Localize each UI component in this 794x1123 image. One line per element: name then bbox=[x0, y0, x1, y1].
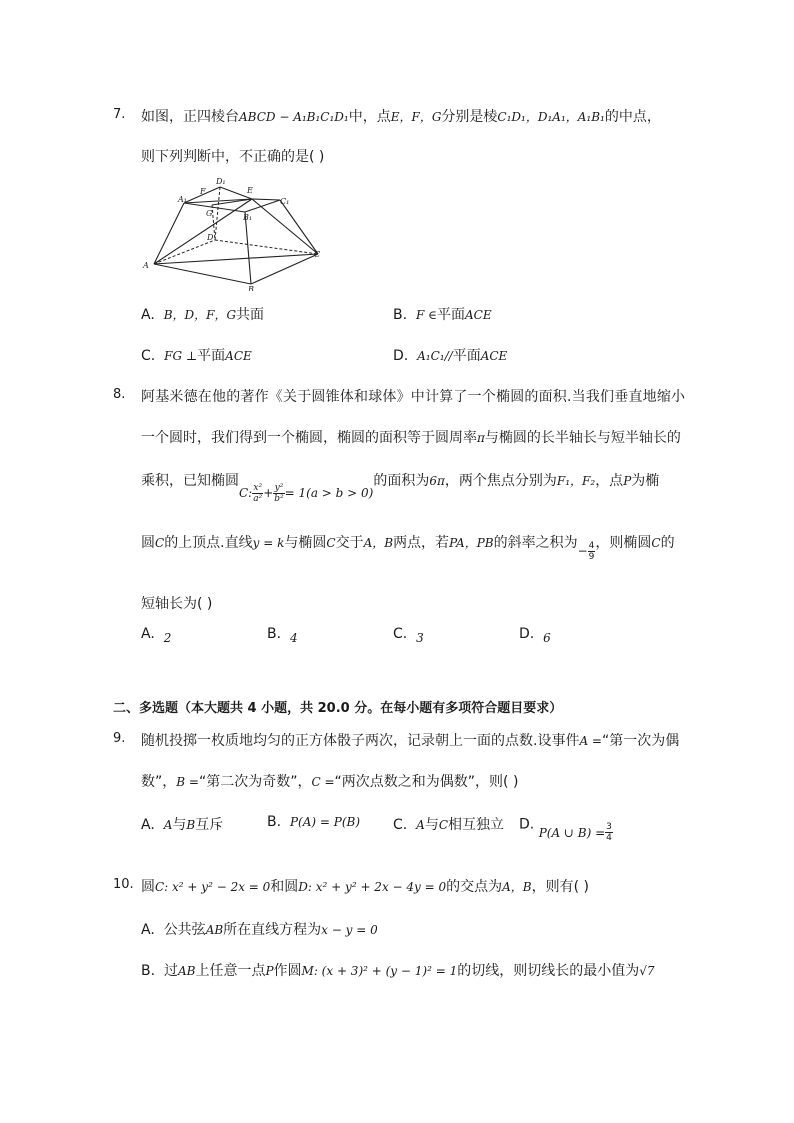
q10-option-a[interactable]: A. 公共弦AB所在直线方程为x − y = 0 bbox=[141, 922, 378, 938]
fraction-3-4: $\frac{3}{4}$ bbox=[606, 822, 612, 843]
q10-option-b[interactable]: B. 过AB上任意一点P作圆M: (x + 3)² + (y − 1)² = 1的切线，则切线长的最小值为√7 bbox=[141, 963, 655, 979]
q9-option-d[interactable]: D. P(A ∪ B) = $\frac{3}{4}$ bbox=[519, 816, 612, 843]
label-A1: A₁ bbox=[178, 195, 187, 204]
q8-stem-line3: 乘积，已知椭圆C: $\frac{\text{x²}}{\text{a²}}$ + $\frac{\text{y²}}{\text{b²}}$ = 1(a > b > 0)的面积为6π，两个焦点分别为F₁，F₂，点P为椭 bbox=[141, 473, 660, 504]
q9-option-b[interactable]: B. P(A) = P(B) bbox=[267, 814, 361, 830]
fraction-4-9: $\frac{4}{9}$ bbox=[588, 540, 595, 562]
fraction-y2-b2: $\frac{\text{y²}}{\text{b²}}$ bbox=[274, 482, 284, 504]
label-G: G bbox=[206, 209, 213, 218]
q8-number: 8. bbox=[113, 387, 126, 402]
label-B: B bbox=[248, 285, 254, 291]
q8-stem-line5: 短轴长为( ) bbox=[141, 596, 213, 612]
label-A: A bbox=[143, 261, 149, 270]
q8-option-a[interactable]: A. 2 bbox=[141, 626, 172, 645]
label-C1: C₁ bbox=[280, 197, 290, 206]
q7-stem-line1: 如图，正四棱台ABCD − A₁B₁C₁D₁中，点E，F，G分别是棱C₁D₁，D₁A₁，A₁B₁的中点， bbox=[141, 109, 661, 125]
q9-stem-line1: 随机投掷一枚质地均匀的正方体骰子两次，记录朝上一面的点数.设事件A =“第一次为偶 bbox=[141, 733, 680, 749]
q10-stem-line1: 圆C: x² + y² − 2x = 0和圆D: x² + y² + 2x − 4y = 0的交点为A，B，则有( ) bbox=[141, 879, 590, 895]
q8-option-d[interactable]: D. 6 bbox=[519, 626, 551, 645]
label-B1: B₁ bbox=[243, 213, 253, 222]
section-heading: 二、多选题（本大题共 4 小题，共 20.0 分。在每小题有多项符合题目要求） bbox=[113, 701, 563, 716]
q7-option-c[interactable]: C. FG ⊥平面ACE bbox=[141, 348, 252, 364]
label-C: C bbox=[314, 250, 321, 259]
label-D1: D₁ bbox=[216, 177, 226, 186]
q8-stem-line4: 圆C的上顶点.直线y = k与椭圆C交于A，B两点，若PA，PB的斜率之积为− $\frac{4}{9}$ ，则椭圆C的 bbox=[141, 535, 675, 562]
fraction-x2-a2: $\frac{\text{x²}}{\text{a²}}$ bbox=[253, 482, 263, 504]
q8-option-c[interactable]: C. 3 bbox=[393, 626, 424, 645]
frustum-figure bbox=[140, 176, 330, 291]
q7-option-a[interactable]: A. B，D，F，G共面 bbox=[141, 307, 265, 323]
label-D: D bbox=[207, 233, 214, 242]
q7-option-d[interactable]: D. A₁C₁//平面ACE bbox=[393, 348, 508, 364]
q7-stem-line2: 则下列判断中，不正确的是( ) bbox=[141, 149, 325, 165]
label-F: F bbox=[200, 187, 206, 196]
q9-number: 9. bbox=[113, 731, 126, 746]
q10-number: 10. bbox=[113, 877, 134, 892]
q9-option-c[interactable]: C. A与C相互独立 bbox=[393, 817, 504, 833]
q8-stem-line1: 阿基米德在他的著作《关于圆锥体和球体》中计算了一个椭圆的面积.当我们垂直地缩小 bbox=[141, 389, 686, 405]
q9-stem-line2: 数”，B =“第二次为奇数”，C =“两次点数之和为偶数”，则( ) bbox=[141, 774, 519, 790]
q7-option-b[interactable]: B. F ∈平面ACE bbox=[393, 307, 492, 323]
q7-number: 7. bbox=[113, 107, 126, 122]
q8-stem-line2: 一个圆时，我们得到一个椭圆，椭圆的面积等于圆周率π与椭圆的长半轴长与短半轴长的 bbox=[141, 430, 681, 446]
label-E: E bbox=[247, 186, 253, 195]
q8-option-b[interactable]: B. 4 bbox=[267, 626, 298, 645]
q9-option-a[interactable]: A. A与B互斥 bbox=[141, 817, 224, 833]
